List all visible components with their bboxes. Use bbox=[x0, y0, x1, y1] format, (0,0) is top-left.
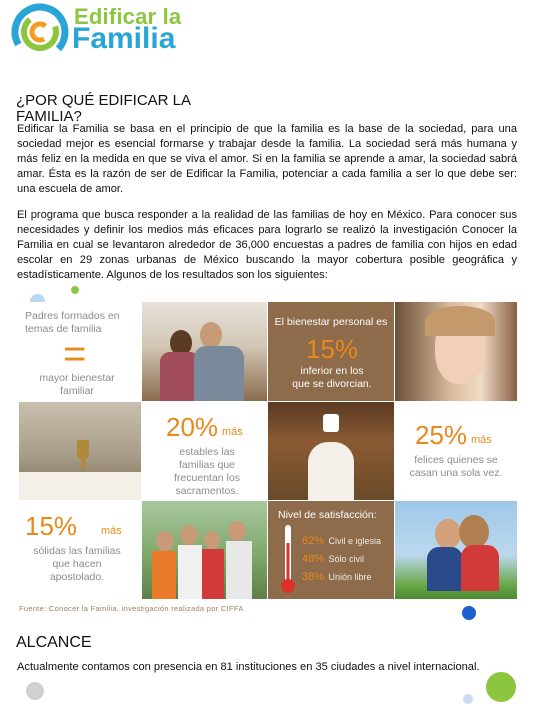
satisfaction-row bbox=[302, 567, 372, 585]
percent-value: 25% bbox=[415, 420, 468, 450]
infographic-cell-parents bbox=[19, 302, 141, 401]
satisfaction-value: 48% bbox=[302, 553, 325, 565]
infographic-cell-apostolate bbox=[19, 501, 141, 599]
cell-text: mayor bienestar familiar bbox=[39, 372, 115, 397]
percent-value: 20% bbox=[166, 412, 219, 442]
cell-text: El bienestar personal es bbox=[274, 316, 388, 328]
cell-text: estables las familias que frecuentan los sacramentos. bbox=[174, 446, 240, 497]
cell-title: Nivel de satisfacción: bbox=[278, 509, 377, 521]
cell-text: felices quienes se casan una sola vez. bbox=[409, 454, 503, 479]
satisfaction-label: Civil e iglesia bbox=[328, 536, 382, 546]
decorative-dot bbox=[486, 672, 516, 702]
satisfaction-row bbox=[302, 549, 364, 567]
photo-family-group bbox=[142, 501, 267, 599]
photo-family-reading bbox=[142, 302, 267, 401]
logo-swirl-icon bbox=[8, 2, 72, 64]
satisfaction-label: Unión libre bbox=[328, 572, 372, 582]
paragraph-intro: Edificar la Familia se basa en el principio de que la familia es la base de la sociedad, para una sociedad mejor es esencial formarse y trabajar desde la familia. La sociedad será más humana y más feliz en la medida en que se viva el amor. Si en la familia se aprende a amar, la sociedad sabrá amar. Ésta es la razón de ser de Edificar la Familia, potenciar a cada familia a ser lo que debe ser: una escuela de amor. bbox=[17, 123, 517, 195]
percent-value: 15% bbox=[25, 511, 78, 541]
photo-wedding bbox=[268, 402, 394, 500]
equals-symbol: = bbox=[63, 332, 87, 376]
cell-text: inferior en los que se divorcian. bbox=[292, 365, 372, 390]
photo-child-face bbox=[395, 302, 517, 401]
paragraph-scope: Actualmente contamos con presencia en 81 instituciones en 35 ciudades a nivel internacional. bbox=[17, 661, 480, 673]
satisfaction-label: Sólo civil bbox=[328, 554, 364, 564]
infographic bbox=[19, 302, 517, 599]
satisfaction-row bbox=[302, 531, 381, 549]
decorative-dot bbox=[26, 682, 44, 700]
infographic-cell-married-once bbox=[395, 402, 517, 500]
decorative-dot bbox=[463, 694, 473, 704]
logo-text-line2: Familia bbox=[72, 22, 176, 55]
percent-suffix: más bbox=[101, 525, 122, 537]
paragraph-program: El programa que busca responder a la realidad de las familias de hoy en México. Para conocer sus necesidades y definir los medios más eficaces para lograrlo se realizó la investigación Conocer la Familia en cual se levantaron alrededor de 36,000 encuestas a padres de familia con hijos en edad escolar en 29 zonas urbanas de México buscando la mayor cobertura posible geográfica y estadísticamente. Algunos de los resultados son los siguientes: bbox=[17, 209, 517, 281]
cell-text: sólidas las familias que hacen apostolado. bbox=[33, 545, 121, 583]
percent-suffix: más bbox=[222, 426, 243, 438]
infographic-cell-satisfaction bbox=[268, 501, 394, 599]
satisfaction-value: 62% bbox=[302, 535, 325, 547]
thermometer-icon bbox=[278, 523, 298, 595]
decorative-dot bbox=[462, 606, 476, 620]
source-caption: Fuente: Conocer la Familia, investigación realizada por CIFFA bbox=[19, 604, 244, 613]
infographic-cell-divorce bbox=[268, 302, 394, 401]
logo-text-line1: Edificar la bbox=[74, 4, 182, 29]
decorative-dot bbox=[71, 286, 79, 294]
cell-text: Padres formados en temas de familia bbox=[25, 310, 120, 335]
section-heading-scope: ALCANCE bbox=[16, 634, 92, 651]
photo-chalice bbox=[19, 402, 141, 500]
percent-value: 15% bbox=[306, 334, 359, 364]
percent-suffix: más bbox=[471, 434, 492, 446]
section-heading-why: ¿POR QUÉ EDIFICAR LA FAMILIA? bbox=[16, 92, 191, 125]
infographic-cell-sacraments bbox=[142, 402, 267, 500]
photo-couple bbox=[395, 501, 517, 599]
satisfaction-value: 38% bbox=[302, 571, 325, 583]
logo bbox=[8, 2, 198, 64]
